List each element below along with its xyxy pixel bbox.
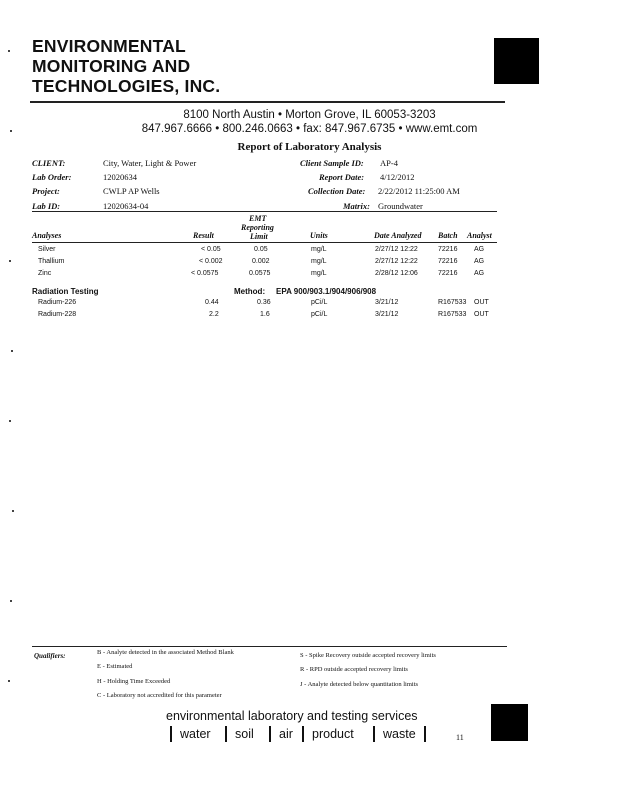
row-date: 2/27/12 12:22 xyxy=(375,258,418,265)
row-analyst: OUT xyxy=(474,299,489,306)
collection-date-label: Collection Date: xyxy=(308,186,366,196)
row-limit: 0.36 xyxy=(257,299,271,306)
row-analyte: Silver xyxy=(38,246,56,253)
row-batch: 72216 xyxy=(438,246,458,253)
page-number: 11 xyxy=(456,733,464,742)
matrix-value: Groundwater xyxy=(378,201,423,211)
report-title: Report of Laboratory Analysis xyxy=(237,141,382,153)
client-value: City, Water, Light & Power xyxy=(103,158,197,168)
company-name-line2: MONITORING AND xyxy=(32,56,191,76)
service-soil: soil xyxy=(225,726,254,742)
sample-id-label: Client Sample ID: xyxy=(300,158,364,168)
qualifier-item: B - Analyte detected in the associated Method Blank xyxy=(97,649,234,656)
service-air: air xyxy=(269,726,293,742)
row-result: < 0.0575 xyxy=(191,270,219,277)
col-limit-line3: Limit xyxy=(250,232,268,241)
method-value: EPA 900/903.1/904/906/908 xyxy=(276,287,377,296)
row-batch: R167533 xyxy=(438,299,467,306)
col-result: Result xyxy=(193,231,214,240)
row-date: 2/28/12 12:06 xyxy=(375,270,418,277)
row-date: 3/21/12 xyxy=(375,299,399,306)
company-name xyxy=(32,36,220,96)
row-analyte: Zinc xyxy=(38,270,52,277)
lab-order-label: Lab Order: xyxy=(32,172,72,182)
scan-speck xyxy=(11,350,13,352)
qualifier-item: J - Analyte detected below quantitation limits xyxy=(300,681,419,688)
company-name-line1: ENVIRONMENTAL xyxy=(32,36,186,56)
matrix-label: Matrix: xyxy=(343,201,370,211)
header-rule xyxy=(30,101,505,103)
qualifiers-rule xyxy=(32,646,507,647)
row-units: pCi/L xyxy=(311,299,328,306)
company-contact: 847.967.6666 • 800.246.0663 • fax: 847.967.6735 • www.emt.com xyxy=(141,123,478,135)
table-row xyxy=(0,270,619,280)
col-analyst: Analyst xyxy=(467,231,492,240)
method-label: Method: xyxy=(234,287,266,296)
row-units: mg/L xyxy=(311,270,327,277)
report-date-label: Report Date: xyxy=(319,172,365,182)
scan-speck xyxy=(9,420,11,422)
lab-order-value: 12020634 xyxy=(103,172,137,182)
client-label: CLIENT: xyxy=(32,158,66,168)
row-result: < 0.002 xyxy=(199,258,223,265)
row-result: 0.44 xyxy=(205,299,219,306)
row-units: mg/L xyxy=(311,246,327,253)
row-analyst: OUT xyxy=(474,311,489,318)
table-row xyxy=(0,258,619,268)
collection-date-value: 2/22/2012 11:25:00 AM xyxy=(378,186,460,196)
qualifier-item: S - Spike Recovery outside accepted recovery limits xyxy=(300,652,436,659)
row-units: pCi/L xyxy=(311,311,328,318)
row-limit: 1.6 xyxy=(260,311,270,318)
row-batch: R167533 xyxy=(438,311,467,318)
qualifier-item: E - Estimated xyxy=(97,663,133,670)
row-result: < 0.05 xyxy=(201,246,221,253)
col-limit-line2: Reporting xyxy=(241,223,274,232)
table-row xyxy=(0,246,619,256)
footer-logo-square-icon xyxy=(491,704,528,741)
row-batch: 72216 xyxy=(438,270,458,277)
row-batch: 72216 xyxy=(438,258,458,265)
row-analyst: AG xyxy=(474,270,485,277)
row-analyte: Radium-226 xyxy=(38,299,77,306)
col-date: Date Analyzed xyxy=(374,231,422,240)
col-analyses: Analyses xyxy=(32,231,62,240)
sample-id-value: AP-4 xyxy=(380,158,398,168)
project-value: CWLP AP Wells xyxy=(103,186,160,196)
row-analyte: Thallium xyxy=(38,258,65,265)
footer-tagline: environmental laboratory and testing services xyxy=(166,709,418,723)
service-waste: waste xyxy=(373,726,426,742)
qualifiers-label: Qualifiers: xyxy=(34,652,66,660)
company-name-line3: TECHNOLOGIES, INC. xyxy=(32,76,221,96)
row-result: 2.2 xyxy=(209,311,219,318)
table-header-rule xyxy=(32,242,497,243)
report-date-value: 4/12/2012 xyxy=(380,172,415,182)
scan-speck xyxy=(8,50,10,52)
lab-id-label: Lab ID: xyxy=(32,201,61,211)
table-row xyxy=(0,299,619,309)
row-limit: 0.05 xyxy=(254,246,268,253)
table-row xyxy=(0,311,619,321)
scan-speck xyxy=(10,130,12,132)
row-analyst: AG xyxy=(474,258,485,265)
lab-id-value: 12020634-04 xyxy=(103,201,149,211)
scan-speck xyxy=(12,510,14,512)
col-units: Units xyxy=(310,231,328,240)
qualifier-item: C - Laboratory not accredited for this parameter xyxy=(97,692,222,699)
row-analyte: Radium-228 xyxy=(38,311,77,318)
company-address: 8100 North Austin • Morton Grove, IL 60053-3203 xyxy=(183,109,436,121)
qualifier-item: H - Holding Time Exceeded xyxy=(97,678,171,685)
row-units: mg/L xyxy=(311,258,327,265)
col-limit-line1: EMT xyxy=(249,214,267,223)
scan-speck xyxy=(8,680,10,682)
logo-square-icon xyxy=(494,38,539,84)
project-label: Project: xyxy=(32,186,60,196)
row-limit: 0.002 xyxy=(252,258,270,265)
radiation-section-label: Radiation Testing xyxy=(32,287,99,296)
qualifier-item: R - RPD outside accepted recovery limits xyxy=(300,666,408,673)
scan-speck xyxy=(9,260,11,262)
service-product: product xyxy=(302,726,354,742)
row-analyst: AG xyxy=(474,246,485,253)
info-rule xyxy=(32,211,497,212)
row-limit: 0.0575 xyxy=(249,270,271,277)
scan-speck xyxy=(10,600,12,602)
service-water: water xyxy=(170,726,211,742)
row-date: 2/27/12 12:22 xyxy=(375,246,418,253)
row-date: 3/21/12 xyxy=(375,311,399,318)
col-batch: Batch xyxy=(438,231,458,240)
